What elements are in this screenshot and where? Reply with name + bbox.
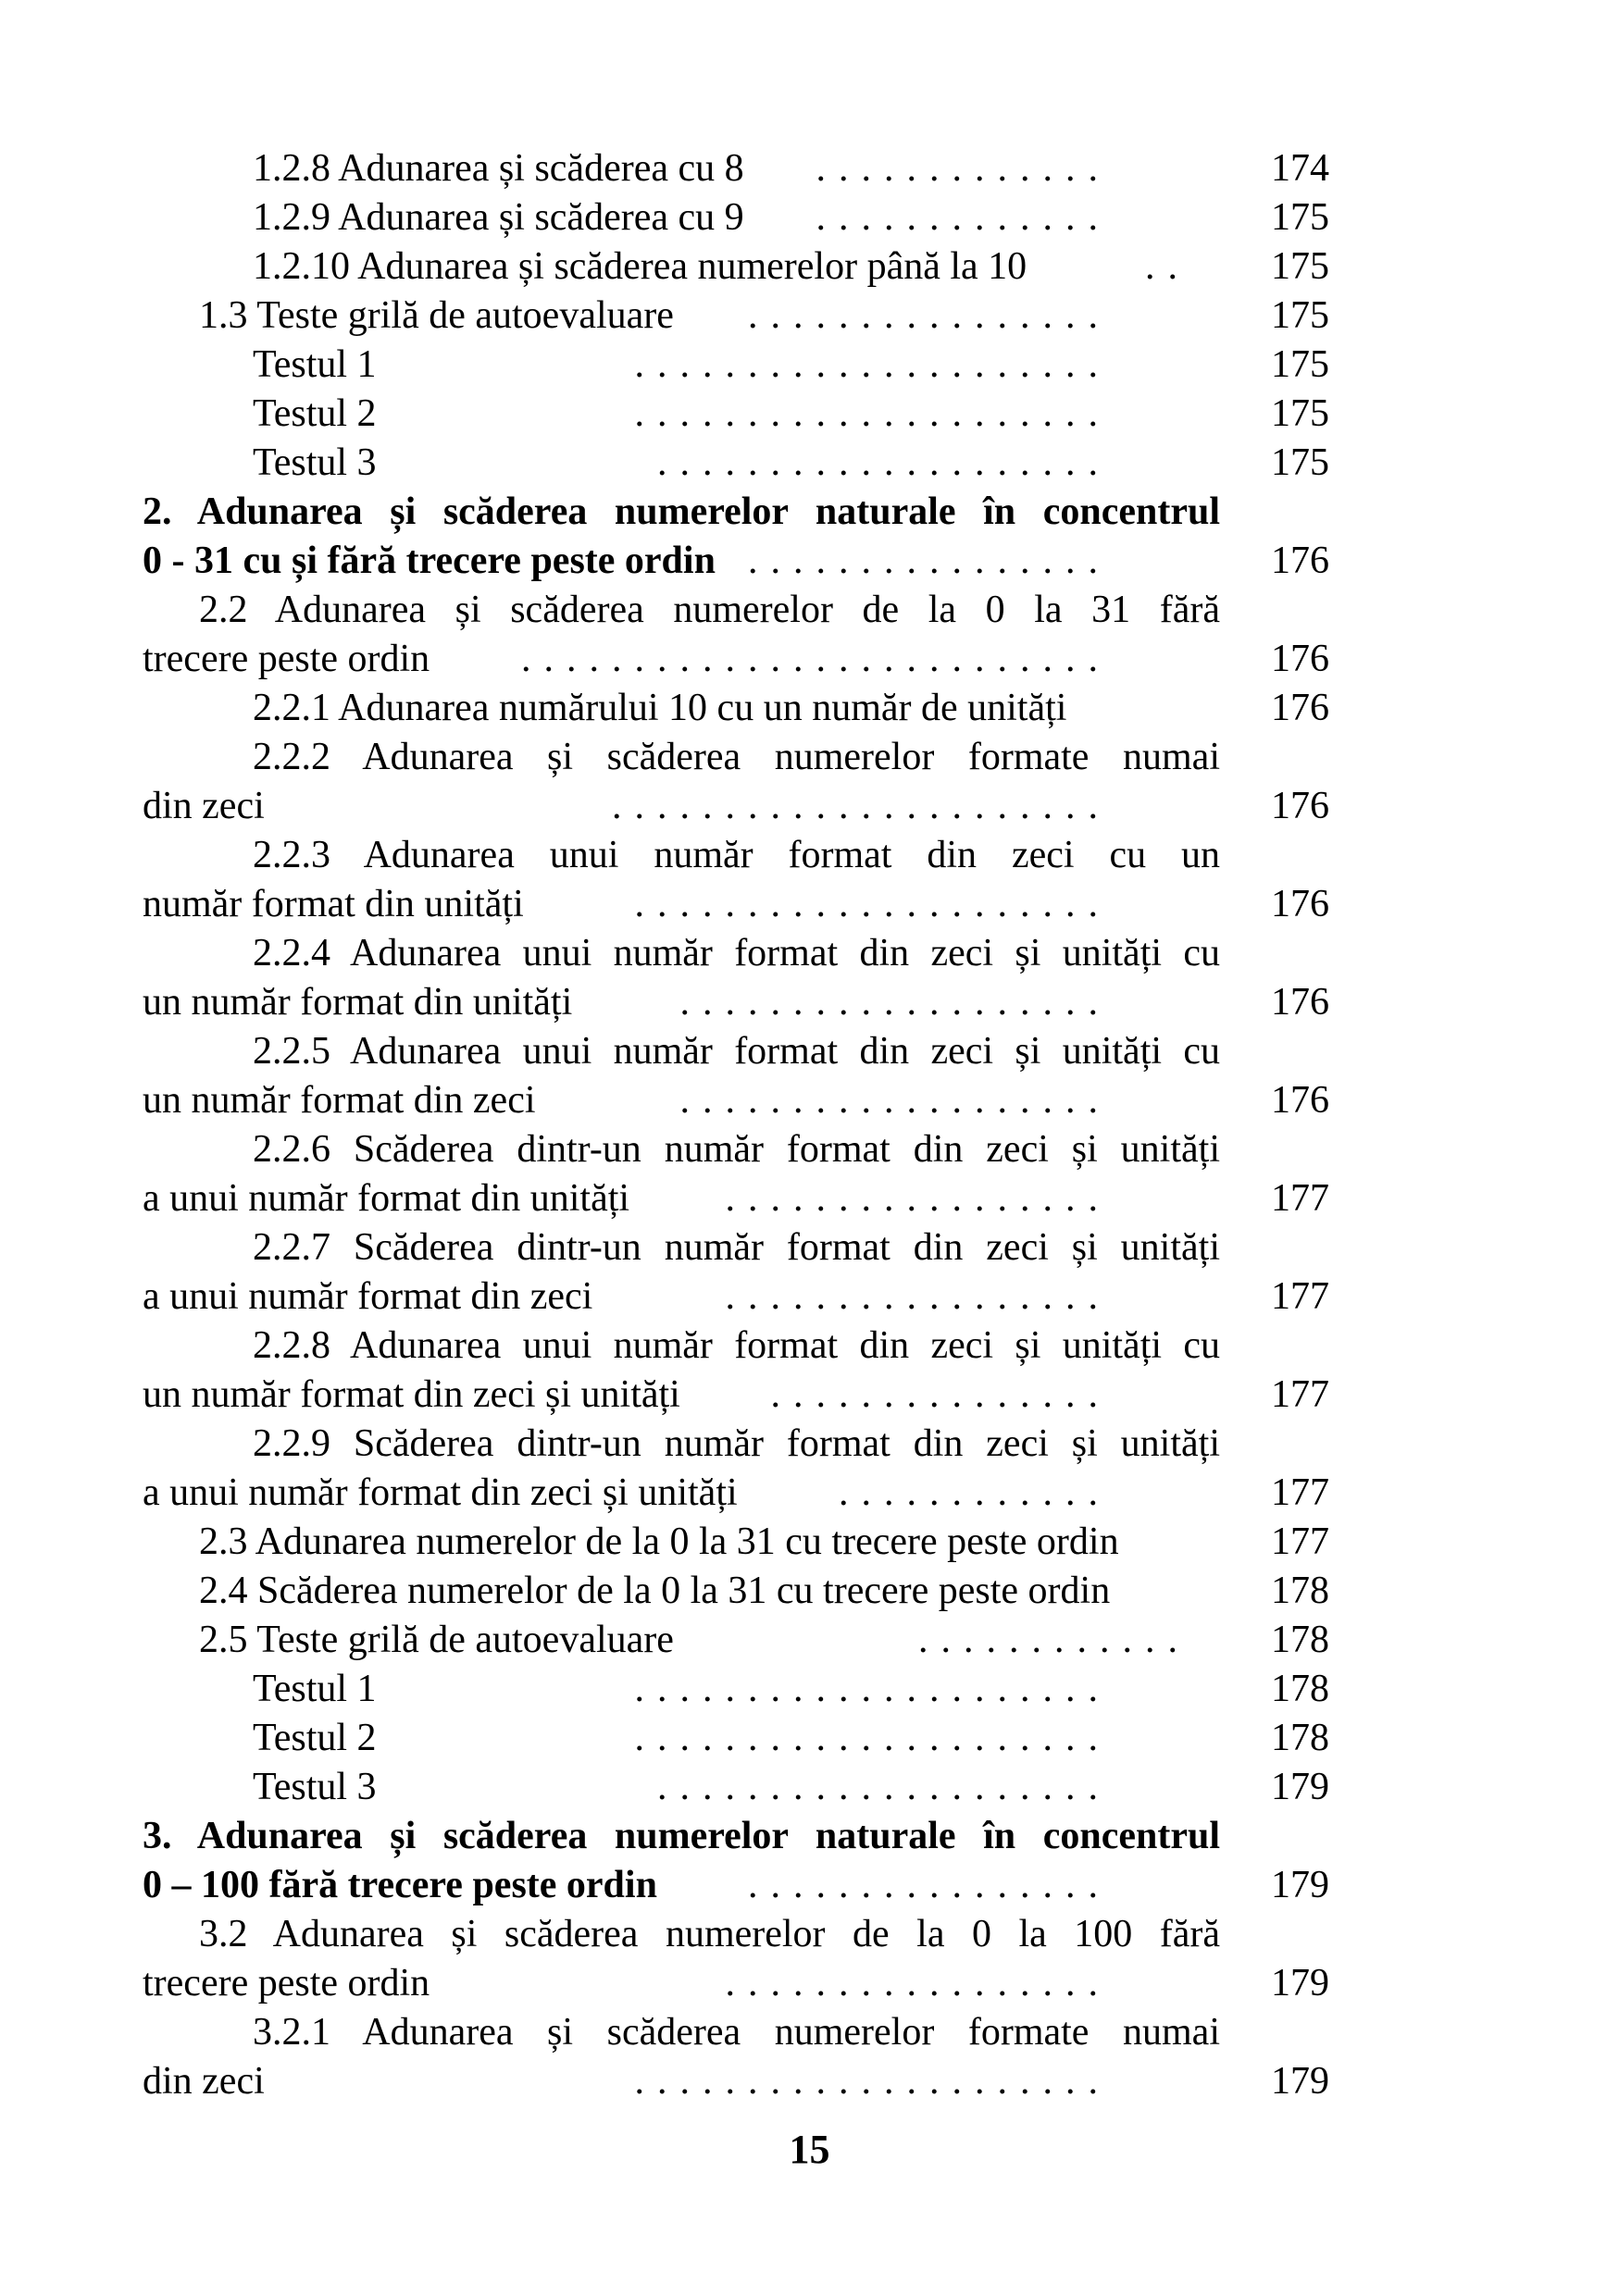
toc-page-number: 174	[1271, 147, 1329, 190]
table-of-contents	[143, 144, 1329, 2106]
toc-entry-title: 3.2 Adunarea și scăderea numerelor de la 0 la 100 fără	[199, 1913, 1220, 1955]
toc-entry-title: 2.2.3 Adunarea unui număr format din zeci cu un	[253, 834, 1220, 876]
toc-page-number: 176	[1271, 687, 1329, 729]
toc-entry-title: 2.2.1 Adunarea numărului 10 cu un număr de unități	[253, 687, 1067, 729]
toc-entry-line	[143, 1714, 1329, 1763]
toc-entry-line	[143, 1763, 1329, 1812]
toc-entry-title: 2.2.9 Scăderea dintr-un număr format din zeci și unități	[253, 1422, 1220, 1465]
toc-page-number: 175	[1271, 441, 1329, 484]
toc-entry-title: 1.2.9 Adunarea și scăderea cu 9	[253, 196, 744, 239]
toc-entry-title: 2.5 Teste grilă de autoevaluare	[199, 1619, 674, 1661]
toc-entry-line	[143, 586, 1329, 635]
toc-entry-line	[143, 2057, 1329, 2106]
toc-entry-title: 2.2.4 Adunarea unui număr format din zeci și unități cu	[253, 932, 1220, 974]
toc-dot-leader: ...................	[679, 981, 1111, 1024]
toc-entry-title: un număr format din unități	[143, 981, 573, 1024]
toc-entry-title: 2. Adunarea și scăderea numerelor naturale în concentrul	[143, 490, 1220, 533]
toc-page-number: 178	[1271, 1570, 1329, 1612]
toc-dot-leader: .....................	[634, 1668, 1111, 1710]
toc-dot-leader: ..	[1145, 245, 1190, 288]
toc-entry-line	[143, 1174, 1329, 1223]
toc-entry-title: număr format din unități	[143, 883, 524, 925]
toc-entry-line	[143, 782, 1329, 831]
toc-page-number: 176	[1271, 883, 1329, 925]
toc-entry-title: 0 - 31 cu și fără trecere peste ordin	[143, 540, 716, 582]
toc-entry-title: a unui număr format din zeci	[143, 1275, 593, 1318]
toc-dot-leader: ................	[748, 1864, 1111, 1906]
toc-entry-line	[143, 537, 1329, 586]
toc-dot-leader: ............	[918, 1619, 1190, 1661]
toc-entry-title: Testul 2	[253, 1717, 377, 1759]
toc-entry-title: a unui număr format din zeci și unități	[143, 1471, 738, 1514]
toc-page-number: 179	[1271, 1962, 1329, 2004]
toc-entry-line	[143, 1567, 1329, 1616]
toc-entry-line	[143, 2008, 1329, 2057]
toc-entry-title: 2.2.6 Scăderea dintr-un număr format din zeci și unități	[253, 1128, 1220, 1171]
toc-page-number: 177	[1271, 1275, 1329, 1318]
toc-entry-line	[143, 1910, 1329, 1959]
toc-entry-title: un număr format din zeci	[143, 1079, 536, 1122]
toc-entry-title: 2.2.2 Adunarea și scăderea numerelor formate numai	[253, 736, 1220, 778]
toc-entry-line	[143, 1322, 1329, 1371]
toc-dot-leader: .................	[725, 1177, 1111, 1220]
toc-page-number: 179	[1271, 2060, 1329, 2103]
toc-entry-title: Testul 1	[253, 343, 377, 386]
toc-entry-line	[143, 1076, 1329, 1125]
toc-page-number: 176	[1271, 981, 1329, 1024]
toc-entry-title: Testul 1	[253, 1668, 377, 1710]
toc-entry-line	[143, 880, 1329, 929]
toc-page-number: 179	[1271, 1864, 1329, 1906]
toc-entry-title: 1.3 Teste grilă de autoevaluare	[199, 294, 674, 337]
toc-page-number: 179	[1271, 1766, 1329, 1808]
toc-entry-line	[143, 635, 1329, 684]
toc-dot-leader: ...............	[770, 1373, 1111, 1416]
toc-dot-leader: .....................	[634, 883, 1111, 925]
toc-entry-line	[143, 242, 1329, 292]
toc-dot-leader: ............	[839, 1471, 1111, 1514]
toc-entry-line	[143, 1518, 1329, 1567]
toc-entry-title: trecere peste ordin	[143, 1962, 430, 2004]
toc-page-number: 176	[1271, 785, 1329, 827]
toc-entry-line	[143, 1420, 1329, 1469]
toc-entry-line	[143, 1125, 1329, 1174]
toc-page-number: 175	[1271, 392, 1329, 435]
toc-dot-leader: ....................	[657, 1766, 1111, 1808]
toc-entry-line	[143, 341, 1329, 390]
toc-dot-leader: .............	[816, 196, 1111, 239]
toc-entry-line	[143, 144, 1329, 193]
toc-entry-line	[143, 1272, 1329, 1322]
toc-page-number: 175	[1271, 343, 1329, 386]
toc-page-number: 177	[1271, 1177, 1329, 1220]
toc-entry-line	[143, 684, 1329, 733]
toc-page-number: 177	[1271, 1373, 1329, 1416]
toc-page-number: 177	[1271, 1471, 1329, 1514]
toc-page-number: 177	[1271, 1520, 1329, 1563]
toc-dot-leader: .....................	[634, 1717, 1111, 1759]
toc-entry-title: un număr format din zeci și unități	[143, 1373, 680, 1416]
toc-page-number: 175	[1271, 294, 1329, 337]
toc-entry-line	[143, 978, 1329, 1027]
toc-entry-title: 0 – 100 fără trecere peste ordin	[143, 1864, 657, 1906]
toc-entry-line	[143, 1027, 1329, 1076]
toc-dot-leader: ................	[748, 294, 1111, 337]
toc-entry-line	[143, 1469, 1329, 1518]
toc-entry-title: Testul 3	[253, 441, 377, 484]
toc-entry-title: 2.2.5 Adunarea unui număr format din zeci și unități cu	[253, 1030, 1220, 1073]
toc-entry-title: Testul 3	[253, 1766, 377, 1808]
toc-entry-line	[143, 390, 1329, 439]
toc-dot-leader: .................	[725, 1962, 1111, 2004]
toc-page-number: 176	[1271, 1079, 1329, 1122]
toc-dot-leader: ......................	[612, 785, 1111, 827]
toc-entry-title: trecere peste ordin	[143, 638, 430, 680]
toc-page-number: 176	[1271, 540, 1329, 582]
toc-entry-title: 2.2.8 Adunarea unui număr format din zeci și unități cu	[253, 1324, 1220, 1367]
toc-entry-title: 2.4 Scăderea numerelor de la 0 la 31 cu trecere peste ordin	[199, 1570, 1111, 1612]
toc-entry-line	[143, 439, 1329, 488]
toc-entry-title: din zeci	[143, 2060, 265, 2103]
toc-dot-leader: .....................	[634, 2060, 1111, 2103]
toc-page-number: 178	[1271, 1619, 1329, 1661]
toc-page-number: 176	[1271, 638, 1329, 680]
toc-dot-leader: .....................	[634, 392, 1111, 435]
toc-entry-title: din zeci	[143, 785, 265, 827]
toc-dot-leader: ...................	[679, 1079, 1111, 1122]
toc-entry-line	[143, 1959, 1329, 2008]
toc-entry-title: 3.2.1 Adunarea și scăderea numerelor formate numai	[253, 2011, 1220, 2054]
toc-entry-title: 1.2.8 Adunarea și scăderea cu 8	[253, 147, 744, 190]
toc-entry-title: 2.2 Adunarea și scăderea numerelor de la 0 la 31 fără	[199, 589, 1220, 631]
toc-page-number: 175	[1271, 245, 1329, 288]
toc-dot-leader: ..........................	[521, 638, 1111, 680]
toc-dot-leader: ....................	[657, 441, 1111, 484]
toc-entry-line	[143, 193, 1329, 242]
toc-page-number: 178	[1271, 1717, 1329, 1759]
toc-page-number: 175	[1271, 196, 1329, 239]
toc-entry-title: 3. Adunarea și scăderea numerelor naturale în concentrul	[143, 1815, 1220, 1857]
toc-entry-line	[143, 1812, 1329, 1861]
toc-entry-line	[143, 831, 1329, 880]
toc-entry-line	[143, 488, 1329, 537]
toc-dot-leader: .................	[725, 1275, 1111, 1318]
toc-entry-title: a unui număr format din unități	[143, 1177, 630, 1220]
toc-dot-leader: ................	[748, 540, 1111, 582]
toc-entry-title: 1.2.10 Adunarea și scăderea numerelor până la 10	[253, 245, 1027, 288]
toc-dot-leader: .............	[816, 147, 1111, 190]
toc-dot-leader: .....................	[634, 343, 1111, 386]
toc-entry-title: 2.2.7 Scăderea dintr-un număr format din zeci și unități	[253, 1226, 1220, 1269]
toc-entry-line	[143, 1616, 1329, 1665]
toc-entry-line	[143, 1861, 1329, 1910]
toc-entry-line	[143, 292, 1329, 341]
page-number: 15	[789, 2127, 830, 2172]
toc-entry-line	[143, 1371, 1329, 1420]
toc-entry-line	[143, 733, 1329, 782]
toc-entry-line	[143, 1223, 1329, 1272]
toc-page-number: 178	[1271, 1668, 1329, 1710]
toc-entry-title: Testul 2	[253, 392, 377, 435]
toc-entry-line	[143, 929, 1329, 978]
toc-entry-title: 2.3 Adunarea numerelor de la 0 la 31 cu trecere peste ordin	[199, 1520, 1119, 1563]
toc-entry-line	[143, 1665, 1329, 1714]
